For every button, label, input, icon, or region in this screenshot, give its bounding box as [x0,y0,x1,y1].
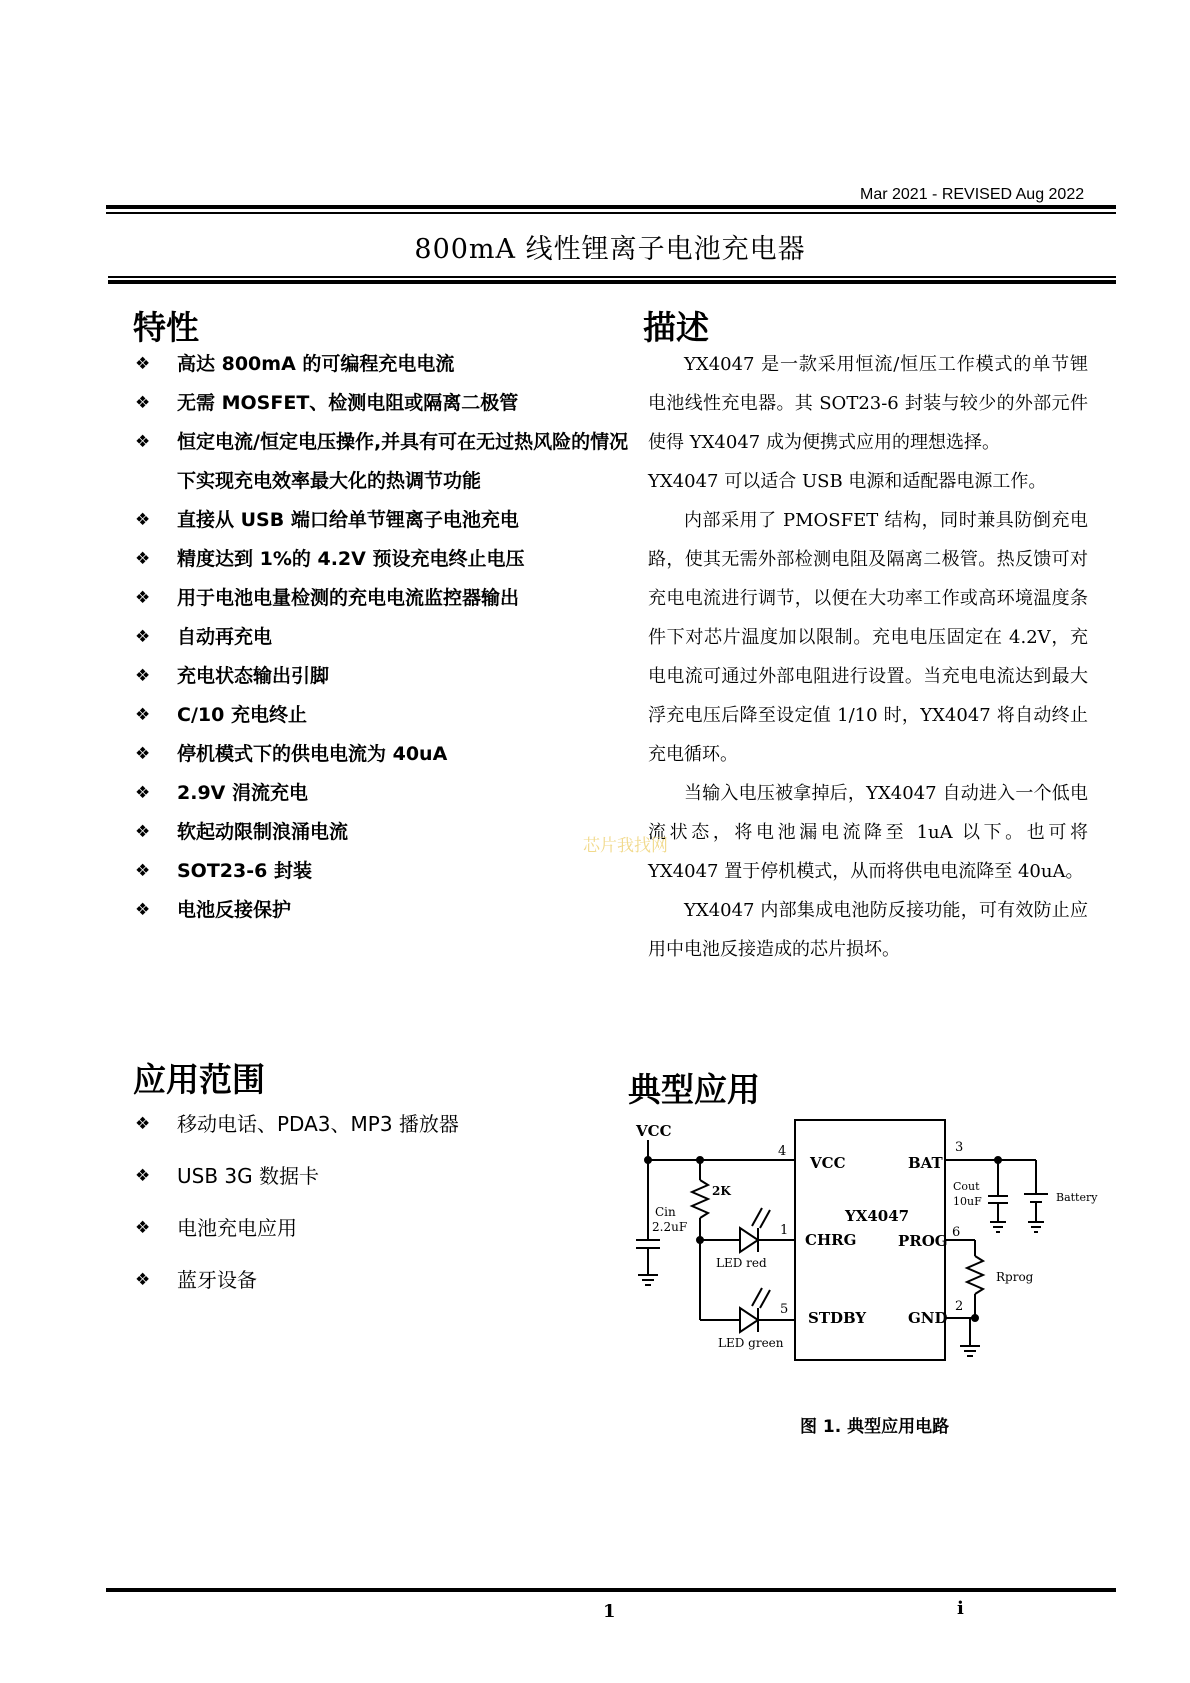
led-green-label: LED green [718,1336,784,1350]
cin-value: 2.2uF [652,1220,688,1234]
led-red-icon [740,1228,758,1252]
diamond-bullet-icon: ❖ [135,783,151,803]
page-number: 1 [603,1601,616,1622]
cin-label: Cin [655,1205,676,1219]
battery-label: Battery [1056,1191,1098,1204]
pin-number-gnd: 2 [955,1299,964,1314]
diamond-bullet-icon: ❖ [135,705,151,725]
figure-caption: 图 1. 典型应用电路 [800,1417,950,1437]
feature-item: ❖ 高达 800mA 的可编程充电电流 [135,345,635,384]
feature-item: ❖ 电池反接保护 [135,891,635,930]
diamond-bullet-icon: ❖ [135,393,151,413]
feature-item: ❖ 精度达到 1%的 4.2V 预设充电终止电压 [135,540,635,579]
cout-label: Cout [953,1180,980,1193]
feature-item: ❖ 自动再充电 [135,618,635,657]
cout-value: 10uF [953,1195,982,1208]
description-paragraph: 内部采用了 PMOSFET 结构，同时兼具防倒充电路，使其无需外部检测电阻及隔离二极管。热反馈可对充电电流进行调节，以便在大功率工作或高环境温度条件下对芯片温度加以限制。充电电压固定在 4.2V，充电电流可通过外部电阻进行设置。当充电电流达到最大浮充电压后降至设定值 1/10 时，YX4047 将自动终止充电循环。 [648,510,1088,765]
description-paragraph: YX4047 是一款采用恒流/恒压工作模式的单节锂电池线性充电器。其 SOT23-6 封装与较少的外部元件使得 YX4047 成为便携式应用的理想选择。 [648,354,1088,453]
pin-number-chrg: 1 [780,1223,789,1238]
pin-number-prog: 6 [952,1225,961,1240]
pin-stdby-label: STDBY [808,1309,867,1327]
revision-date: Mar 2021 - REVISED Aug 2022 [860,186,1085,203]
diamond-bullet-icon: ❖ [135,900,151,920]
led-red-label: LED red [716,1256,767,1270]
vcc-label: VCC [636,1122,672,1140]
feature-item: ❖ 充电状态输出引脚 [135,657,635,696]
pin-prog-label: PROG [898,1232,948,1250]
feature-item: ❖ 软起动限制浪涌电流 [135,813,635,852]
pin-bat-label: BAT [908,1154,943,1172]
diamond-bullet-icon: ❖ [135,744,151,764]
feature-item: ❖ 无需 MOSFET、检测电阻或隔离二极管 [135,384,635,423]
diamond-bullet-icon: ❖ [135,354,151,374]
diamond-bullet-icon: ❖ [135,1114,151,1134]
diamond-bullet-icon: ❖ [135,627,151,647]
pin-number-vcc: 4 [778,1144,787,1159]
led-green-icon [740,1308,758,1332]
document-title: 800mA 线性锂离子电池充电器 [414,234,806,265]
application-item: ❖ 蓝牙设备 [135,1262,615,1314]
diamond-bullet-icon: ❖ [135,1166,151,1186]
diamond-bullet-icon: ❖ [135,432,151,452]
application-item: ❖ 移动电话、PDA3、MP3 播放器 [135,1106,615,1158]
feature-item: ❖ 直接从 USB 端口给单节锂离子电池充电 [135,501,635,540]
feature-item: ❖ 恒定电流/恒定电压操作,并具有可在无过热风险的情况下实现充电效率最大化的热调节功能 [135,423,635,501]
application-item: ❖ 电池充电应用 [135,1210,615,1262]
diamond-bullet-icon: ❖ [135,588,151,608]
feature-item: ❖ C/10 充电终止 [135,696,635,735]
feature-item: ❖ 2.9V 涓流充电 [135,774,635,813]
typical-application-heading: 典型应用 [628,1070,760,1109]
description-paragraph: YX4047 可以适合 USB 电源和适配器电源工作。 [648,471,1047,492]
description-heading: 描述 [643,308,709,347]
diamond-bullet-icon: ❖ [135,1218,151,1238]
feature-item: ❖ 停机模式下的供电电流为 40uA [135,735,635,774]
diamond-bullet-icon: ❖ [135,1270,151,1290]
chip-name: YX4047 [845,1207,910,1225]
resistor-rprog [967,1256,983,1294]
description-paragraph: YX4047 内部集成电池防反接功能，可有效防止应用中电池反接造成的芯片损坏。 [648,900,1088,960]
pin-number-stdby: 5 [780,1302,789,1317]
resistor-2k [692,1180,708,1218]
diamond-bullet-icon: ❖ [135,549,151,569]
watermark: 芯片我找网 [583,836,668,856]
feature-item: ❖ 用于电池电量检测的充电电流监控器输出 [135,579,635,618]
diamond-bullet-icon: ❖ [135,666,151,686]
pin-number-bat: 3 [955,1140,964,1155]
diamond-bullet-icon: ❖ [135,822,151,842]
features-heading: 特性 [133,308,199,347]
r1-label: 2K [712,1184,731,1198]
pin-gnd-label: GND [908,1309,948,1327]
application-item: ❖ USB 3G 数据卡 [135,1158,615,1210]
applications-heading: 应用范围 [133,1060,265,1099]
feature-item: ❖ SOT23-6 封装 [135,852,635,891]
footer-rule [106,1588,1116,1592]
diamond-bullet-icon: ❖ [135,861,151,881]
pin-chrg-label: CHRG [805,1231,857,1249]
page-roman-numeral: i [957,1598,964,1619]
rprog-label: Rprog [996,1270,1034,1284]
description-paragraph: 当输入电压被拿掉后，YX4047 自动进入一个低电流状态，将电池漏电流降至 1uA 以下。也可将 YX4047 置于停机模式，从而将供电电流降至 40uA。 [648,783,1088,882]
pin-vcc-label: VCC [810,1154,846,1172]
diamond-bullet-icon: ❖ [135,510,151,530]
